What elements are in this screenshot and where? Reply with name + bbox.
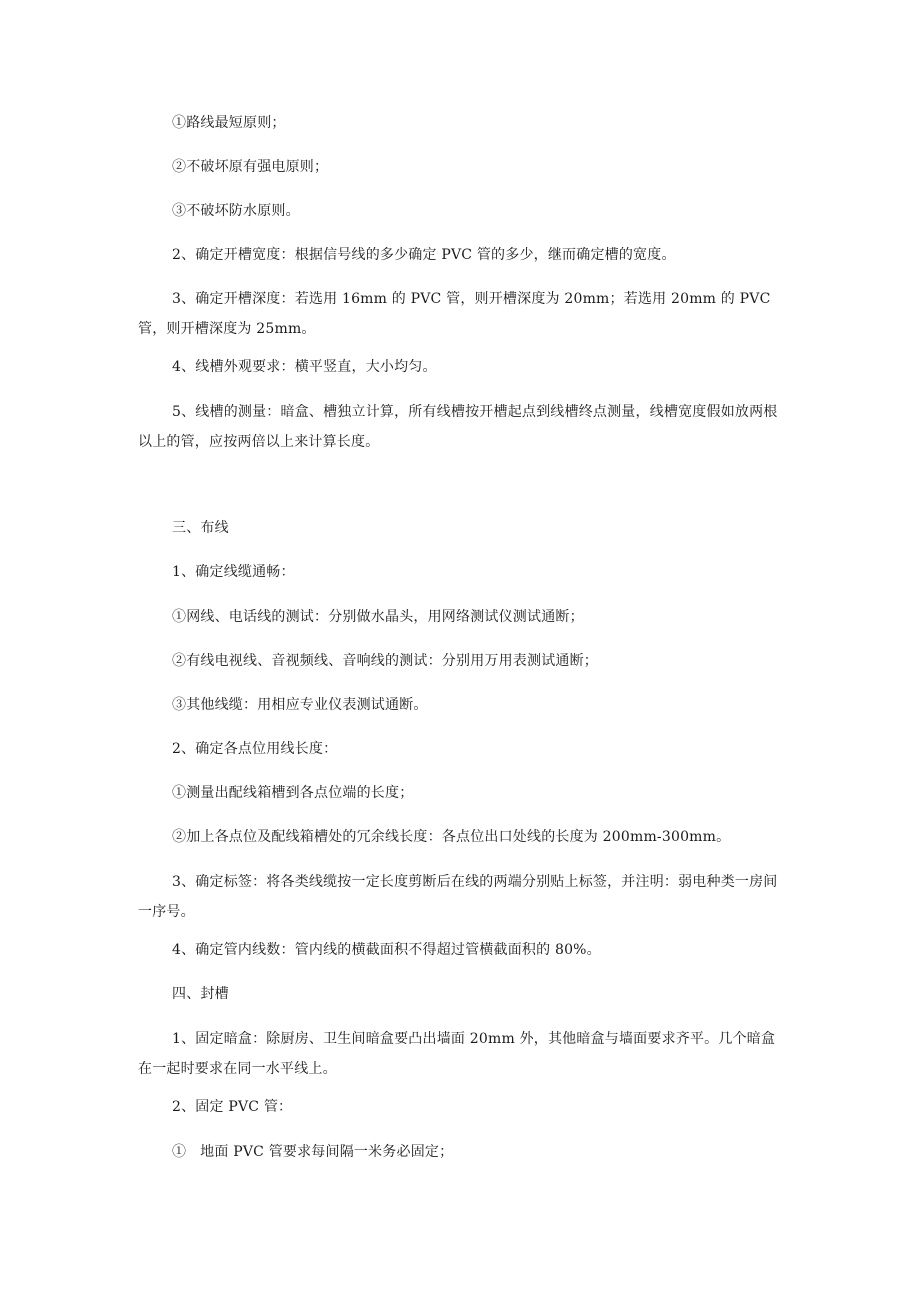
paragraph-groove-depth: 3、确定开槽深度：若选用 16mm 的 PVC 管，则开槽深度为 20mm；若选用 20mm 的 PVC 管，则开槽深度为 25mm。 <box>138 291 771 337</box>
section-heading-wiring: 三、布线 <box>172 520 229 536</box>
paragraph-fix-boxes: 1、固定暗盒：除厨房、卫生间暗盒要凸出墙面 20mm 外，其他暗盒与墙面要求齐平。几个暗盒在一起时要求在同一水平线上。 <box>138 1031 776 1077</box>
paragraph-measure-length: ①测量出配线箱槽到各点位端的长度； <box>172 785 414 801</box>
paragraph-principle-waterproof: ③不破坏防水原则。 <box>172 203 300 219</box>
paragraph-cable-length: 2、确定各点位用线长度： <box>172 741 338 757</box>
paragraph-av-test: ②有线电视线、音视频线、音响线的测试：分别用万用表测试通断； <box>172 653 598 669</box>
paragraph-wires-in-pipe: 4、确定管内线数：管内线的横截面积不得超过管横截面积的 80%。 <box>172 942 601 958</box>
paragraph-floor-pvc: ① 地面 PVC 管要求每间隔一米务必固定； <box>172 1144 454 1160</box>
paragraph-groove-width: 2、确定开槽宽度：根据信号线的多少确定 PVC 管的多少，继而确定槽的宽度。 <box>172 247 676 263</box>
paragraph-network-test: ①网线、电话线的测试：分别做水晶头，用网络测试仪测试通断； <box>172 609 584 625</box>
paragraph-cable-continuity: 1、确定线缆通畅： <box>172 564 295 580</box>
paragraph-groove-appearance: 4、线槽外观要求：横平竖直，大小均匀。 <box>172 359 437 375</box>
paragraph-groove-measurement: 5、线槽的测量：暗盒、槽独立计算，所有线槽按开槽起点到线槽终点测量，线槽宽度假如放两根以上的管，应按两倍以上来计算长度。 <box>138 404 778 450</box>
section-heading-seal-groove: 四、封槽 <box>172 986 229 1002</box>
paragraph-principle-shortest-route: ①路线最短原则； <box>172 115 286 131</box>
paragraph-principle-power-line: ②不破坏原有强电原则； <box>172 159 329 175</box>
paragraph-other-cable-test: ③其他线缆：用相应专业仪表测试通断。 <box>172 697 428 713</box>
paragraph-fix-pvc: 2、固定 PVC 管： <box>172 1099 293 1115</box>
paragraph-labels: 3、确定标签：将各类线缆按一定长度剪断后在线的两端分别贴上标签，并注明：弱电种类一房间一序号。 <box>138 874 778 920</box>
paragraph-redundant-length: ②加上各点位及配线箱槽处的冗余线长度：各点位出口处线的长度为 200mm-300mm。 <box>172 829 731 845</box>
